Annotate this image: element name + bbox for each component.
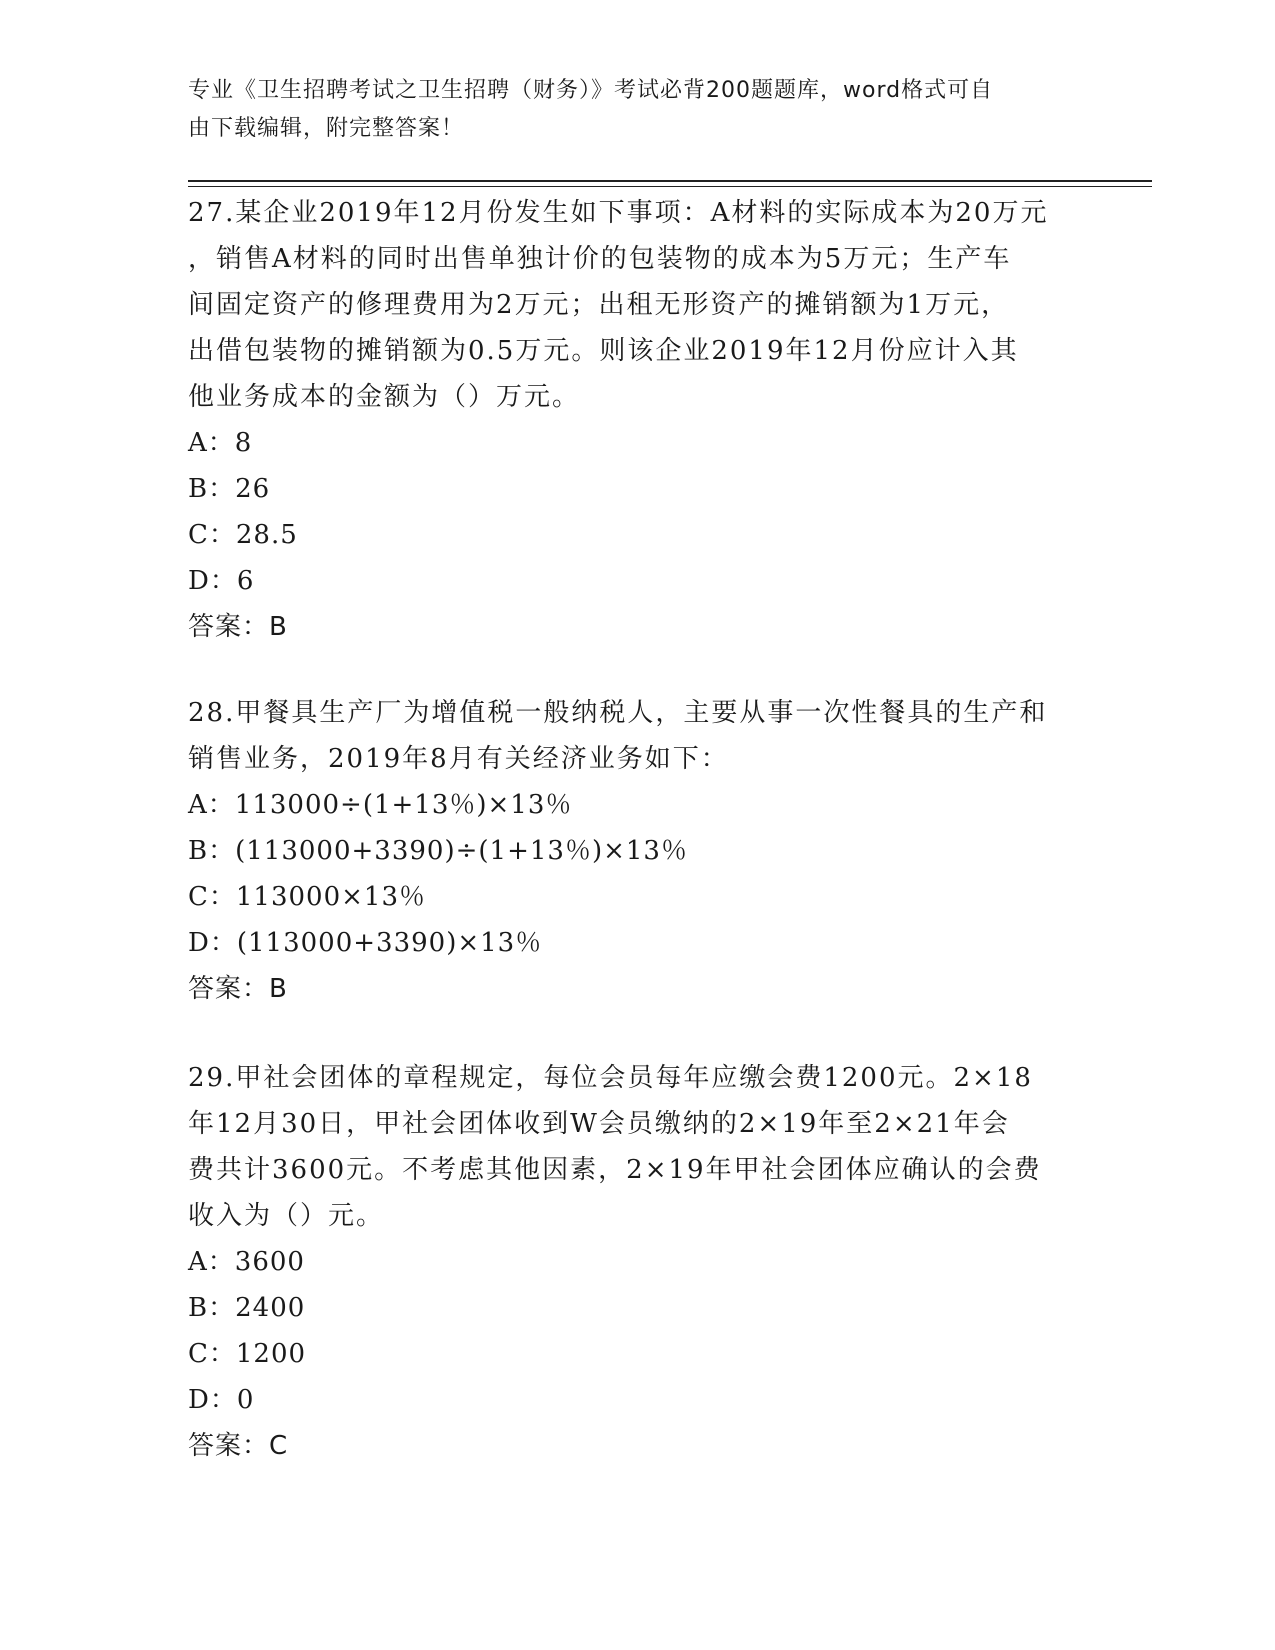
question-stem xyxy=(188,690,1088,782)
header-line-2: 由下载编辑，附完整答案！ xyxy=(188,116,465,141)
answer-line: 答案：B xyxy=(188,612,288,642)
question-28 xyxy=(188,690,1088,1012)
answer-line: 答案：B xyxy=(188,974,288,1004)
option-a: A：113000÷(1+13％)×13％ xyxy=(188,790,573,820)
stem-line: 费共计3600元。不考虑其他因素，2×19年甲社会团体应确认的会费 xyxy=(188,1155,1042,1185)
document-header xyxy=(188,72,1068,148)
header-divider-thick xyxy=(188,180,1152,182)
option-d: D：0 xyxy=(188,1385,255,1415)
option-a: A：8 xyxy=(188,428,253,458)
header-divider-thin xyxy=(188,186,1152,187)
option-b: B：(113000+3390)÷(1+13％)×13％ xyxy=(188,836,688,866)
question-stem xyxy=(188,190,1088,420)
option-b: B：2400 xyxy=(188,1293,306,1323)
stem-line: 年12月30日，甲社会团体收到W会员缴纳的2×19年至2×21年会 xyxy=(188,1109,1010,1139)
option-c: C：1200 xyxy=(188,1339,307,1369)
stem-line: 他业务成本的金额为（）万元。 xyxy=(188,382,581,412)
stem-line: 出借包装物的摊销额为0.5万元。则该企业2019年12月份应计入其 xyxy=(188,336,1019,366)
answer-line: 答案：C xyxy=(188,1431,289,1461)
question-27 xyxy=(188,190,1088,650)
option-a: A：3600 xyxy=(188,1247,305,1277)
stem-line: ，销售A材料的同时出售单独计价的包装物的成本为5万元；生产车 xyxy=(188,244,1012,274)
stem-line: 29.甲社会团体的章程规定，每位会员每年应缴会费1200元。2×18 xyxy=(188,1063,1033,1093)
option-c: C：28.5 xyxy=(188,520,298,550)
option-b: B：26 xyxy=(188,474,271,504)
option-c: C：113000×13％ xyxy=(188,882,427,912)
stem-line: 28.甲餐具生产厂为增值税一般纳税人，主要从事一次性餐具的生产和 xyxy=(188,698,1048,728)
stem-line: 间固定资产的修理费用为2万元；出租无形资产的摊销额为1万元， xyxy=(188,290,1010,320)
question-29 xyxy=(188,1055,1088,1469)
stem-line: 收入为（）元。 xyxy=(188,1201,385,1231)
option-d: D：6 xyxy=(188,566,255,596)
stem-line: 销售业务，2019年8月有关经济业务如下： xyxy=(188,744,729,774)
header-line-1: 专业《卫生招聘考试之卫生招聘（财务）》考试必背200题题库，word格式可自 xyxy=(188,78,994,103)
stem-line: 27.某企业2019年12月份发生如下事项：A材料的实际成本为20万元 xyxy=(188,198,1049,228)
option-d: D：(113000+3390)×13％ xyxy=(188,928,543,958)
question-stem xyxy=(188,1055,1088,1239)
